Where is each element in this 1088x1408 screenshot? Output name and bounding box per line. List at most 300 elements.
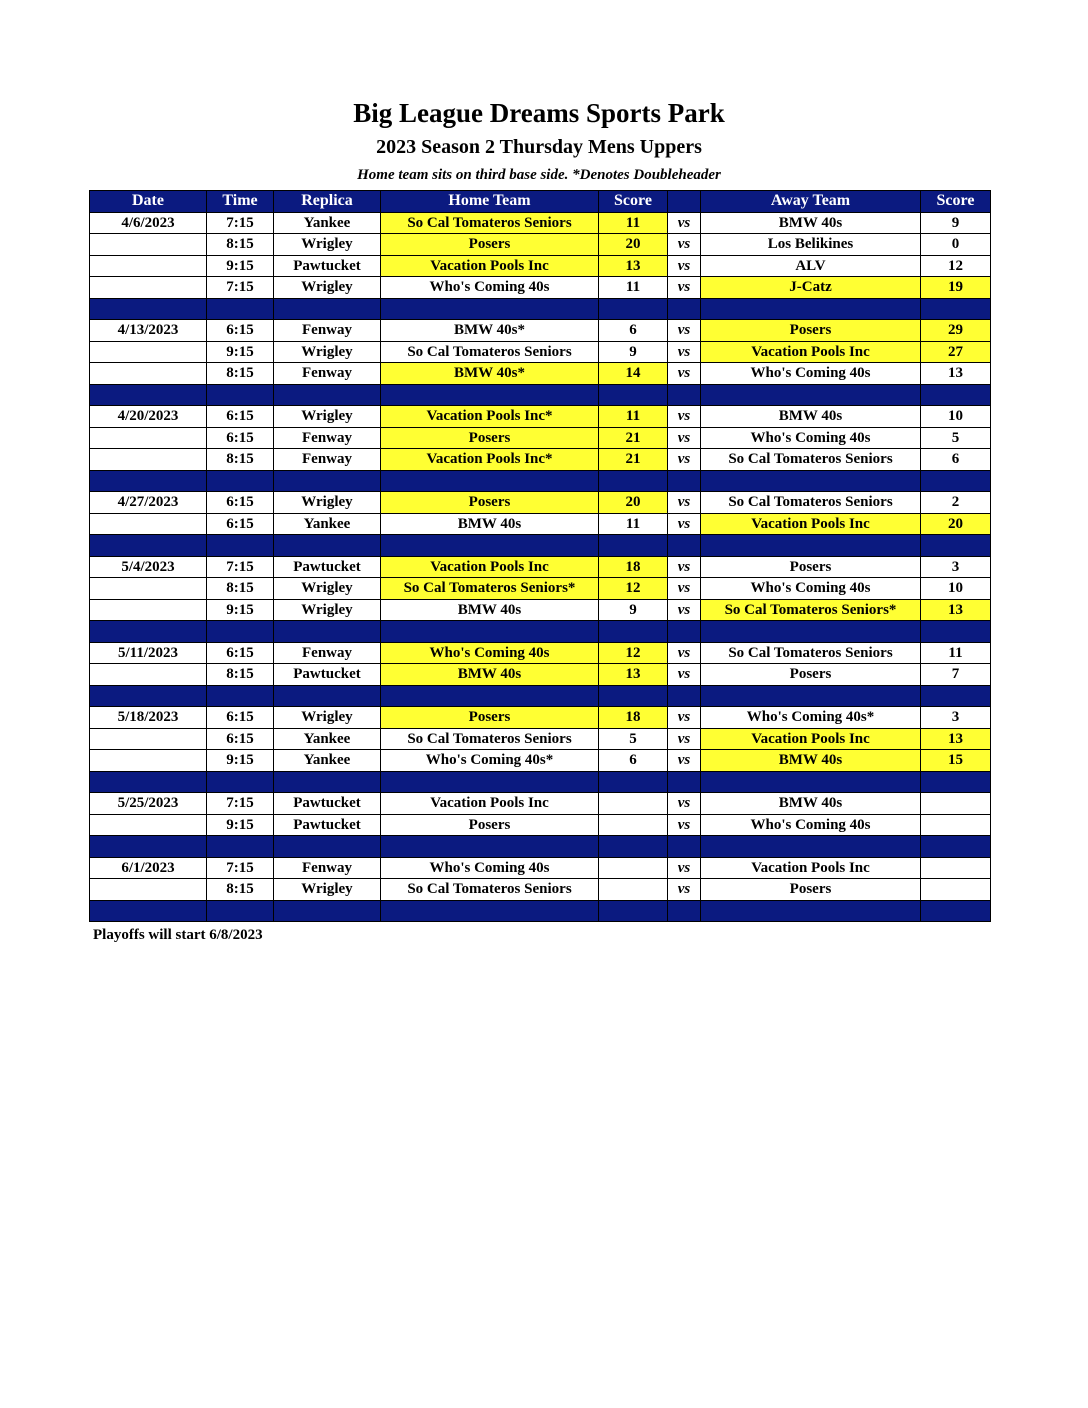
game-row [90, 513, 991, 535]
away-team: ALV [701, 255, 921, 277]
game-field: Pawtucket [274, 664, 381, 686]
away-team: Vacation Pools Inc [701, 728, 921, 750]
home-team: Who's Coming 40s [381, 642, 599, 664]
home-team: So Cal Tomateros Seniors [381, 212, 599, 234]
game-date: 5/11/2023 [90, 642, 207, 664]
game-field: Fenway [274, 857, 381, 879]
separator-cell [668, 900, 701, 922]
game-field: Wrigley [274, 707, 381, 729]
game-field: Yankee [274, 728, 381, 750]
away-team: So Cal Tomateros Seniors [701, 449, 921, 471]
game-date [90, 750, 207, 772]
game-row [90, 255, 991, 277]
home-team: So Cal Tomateros Seniors [381, 879, 599, 901]
game-date [90, 879, 207, 901]
separator-cell [207, 298, 274, 320]
separator-cell [668, 771, 701, 793]
game-date [90, 814, 207, 836]
separator-cell [274, 384, 381, 406]
separator-cell [90, 836, 207, 858]
away-score: 10 [921, 578, 991, 600]
game-time: 6:15 [207, 427, 274, 449]
separator-cell [921, 621, 991, 643]
home-team: Who's Coming 40s [381, 857, 599, 879]
separator-cell [207, 836, 274, 858]
separator-cell [90, 535, 207, 557]
separator-cell [599, 298, 668, 320]
separator-cell [668, 685, 701, 707]
separator-cell [207, 470, 274, 492]
vs-label: vs [668, 578, 701, 600]
home-score: 12 [599, 578, 668, 600]
away-team: Who's Coming 40s* [701, 707, 921, 729]
page-title: Big League Dreams Sports Park [353, 98, 725, 128]
game-date: 4/20/2023 [90, 406, 207, 428]
separator-cell [599, 900, 668, 922]
game-time: 6:15 [207, 707, 274, 729]
home-score: 9 [599, 599, 668, 621]
week-separator [90, 298, 991, 320]
separator-cell [921, 298, 991, 320]
game-row [90, 728, 991, 750]
header-home-score: Score [599, 191, 668, 213]
header-time: Time [207, 191, 274, 213]
game-date [90, 728, 207, 750]
home-score: 5 [599, 728, 668, 750]
game-row [90, 341, 991, 363]
home-team: Vacation Pools Inc [381, 556, 599, 578]
game-row [90, 320, 991, 342]
separator-cell [599, 836, 668, 858]
game-row [90, 492, 991, 514]
game-date [90, 341, 207, 363]
away-team: Vacation Pools Inc [701, 513, 921, 535]
game-field: Wrigley [274, 341, 381, 363]
away-score: 19 [921, 277, 991, 299]
away-team: Who's Coming 40s [701, 814, 921, 836]
game-field: Fenway [274, 449, 381, 471]
vs-label: vs [668, 255, 701, 277]
game-date [90, 664, 207, 686]
game-date: 6/1/2023 [90, 857, 207, 879]
game-time: 7:15 [207, 793, 274, 815]
separator-cell [90, 470, 207, 492]
home-team: So Cal Tomateros Seniors [381, 341, 599, 363]
vs-label: vs [668, 449, 701, 471]
week-separator [90, 771, 991, 793]
game-time: 9:15 [207, 750, 274, 772]
separator-cell [207, 621, 274, 643]
away-score: 7 [921, 664, 991, 686]
home-score: 11 [599, 277, 668, 299]
separator-cell [207, 771, 274, 793]
away-score: 13 [921, 728, 991, 750]
week-separator [90, 470, 991, 492]
separator-cell [668, 384, 701, 406]
away-score: 9 [921, 212, 991, 234]
separator-cell [701, 900, 921, 922]
separator-cell [668, 298, 701, 320]
schedule-note: Home team sits on third base side. *Denotes Doubleheader [357, 167, 721, 183]
away-score [921, 814, 991, 836]
vs-label: vs [668, 492, 701, 514]
home-score: 20 [599, 492, 668, 514]
game-row [90, 707, 991, 729]
game-field: Yankee [274, 750, 381, 772]
separator-cell [921, 771, 991, 793]
vs-label: vs [668, 879, 701, 901]
home-score [599, 814, 668, 836]
game-date [90, 578, 207, 600]
separator-cell [274, 298, 381, 320]
game-row [90, 814, 991, 836]
game-field: Fenway [274, 320, 381, 342]
away-score: 0 [921, 234, 991, 256]
page-subtitle: 2023 Season 2 Thursday Mens Uppers [376, 136, 702, 158]
separator-cell [381, 384, 599, 406]
game-date: 4/27/2023 [90, 492, 207, 514]
home-score: 11 [599, 406, 668, 428]
game-date: 5/4/2023 [90, 556, 207, 578]
separator-cell [274, 621, 381, 643]
away-score [921, 793, 991, 815]
game-date [90, 427, 207, 449]
separator-cell [701, 384, 921, 406]
separator-cell [701, 535, 921, 557]
away-score: 5 [921, 427, 991, 449]
away-score: 13 [921, 599, 991, 621]
away-team: Vacation Pools Inc [701, 857, 921, 879]
separator-cell [921, 384, 991, 406]
game-time: 8:15 [207, 879, 274, 901]
game-date [90, 234, 207, 256]
separator-cell [274, 685, 381, 707]
away-team: So Cal Tomateros Seniors* [701, 599, 921, 621]
vs-label: vs [668, 750, 701, 772]
separator-cell [701, 771, 921, 793]
separator-cell [90, 771, 207, 793]
header-vs [668, 191, 701, 213]
separator-cell [90, 685, 207, 707]
home-score: 6 [599, 750, 668, 772]
schedule-body [90, 212, 991, 922]
away-team: Vacation Pools Inc [701, 341, 921, 363]
game-date: 4/13/2023 [90, 320, 207, 342]
away-team: Posers [701, 664, 921, 686]
separator-cell [921, 836, 991, 858]
separator-cell [381, 900, 599, 922]
week-separator [90, 384, 991, 406]
game-time: 7:15 [207, 212, 274, 234]
separator-cell [207, 384, 274, 406]
vs-label: vs [668, 556, 701, 578]
separator-cell [207, 685, 274, 707]
separator-cell [274, 836, 381, 858]
vs-label: vs [668, 212, 701, 234]
away-score: 11 [921, 642, 991, 664]
game-field: Pawtucket [274, 556, 381, 578]
away-team: Posers [701, 320, 921, 342]
game-time: 7:15 [207, 277, 274, 299]
separator-cell [274, 470, 381, 492]
vs-label: vs [668, 857, 701, 879]
away-score: 27 [921, 341, 991, 363]
separator-cell [381, 535, 599, 557]
week-separator [90, 836, 991, 858]
home-score: 21 [599, 449, 668, 471]
game-time: 8:15 [207, 449, 274, 471]
separator-cell [668, 836, 701, 858]
separator-cell [668, 470, 701, 492]
game-date: 5/18/2023 [90, 707, 207, 729]
game-field: Wrigley [274, 492, 381, 514]
game-time: 9:15 [207, 341, 274, 363]
home-score [599, 793, 668, 815]
game-row [90, 642, 991, 664]
separator-cell [921, 685, 991, 707]
vs-label: vs [668, 320, 701, 342]
separator-cell [381, 685, 599, 707]
separator-cell [274, 535, 381, 557]
game-time: 6:15 [207, 513, 274, 535]
game-time: 9:15 [207, 255, 274, 277]
separator-cell [599, 535, 668, 557]
separator-cell [90, 621, 207, 643]
game-row [90, 212, 991, 234]
vs-label: vs [668, 599, 701, 621]
game-field: Fenway [274, 363, 381, 385]
game-date: 5/25/2023 [90, 793, 207, 815]
separator-cell [90, 900, 207, 922]
week-separator [90, 621, 991, 643]
separator-cell [381, 771, 599, 793]
away-score: 6 [921, 449, 991, 471]
away-score: 15 [921, 750, 991, 772]
home-team: Who's Coming 40s [381, 277, 599, 299]
game-row [90, 879, 991, 901]
header-away-score: Score [921, 191, 991, 213]
away-team: Posers [701, 879, 921, 901]
vs-label: vs [668, 814, 701, 836]
away-team: J-Catz [701, 277, 921, 299]
vs-label: vs [668, 234, 701, 256]
vs-label: vs [668, 427, 701, 449]
away-score: 12 [921, 255, 991, 277]
header-date: Date [90, 191, 207, 213]
separator-cell [599, 470, 668, 492]
game-time: 6:15 [207, 320, 274, 342]
home-team: Posers [381, 707, 599, 729]
separator-cell [921, 535, 991, 557]
away-score: 20 [921, 513, 991, 535]
vs-label: vs [668, 277, 701, 299]
separator-cell [921, 900, 991, 922]
game-date [90, 449, 207, 471]
away-team: Who's Coming 40s [701, 363, 921, 385]
separator-cell [668, 621, 701, 643]
home-score: 12 [599, 642, 668, 664]
vs-label: vs [668, 406, 701, 428]
home-team: Who's Coming 40s* [381, 750, 599, 772]
game-time: 8:15 [207, 578, 274, 600]
vs-label: vs [668, 728, 701, 750]
game-date [90, 277, 207, 299]
home-team: Posers [381, 234, 599, 256]
home-team: BMW 40s [381, 664, 599, 686]
home-team: Posers [381, 427, 599, 449]
game-date: 4/6/2023 [90, 212, 207, 234]
game-row [90, 234, 991, 256]
game-row [90, 363, 991, 385]
game-row [90, 556, 991, 578]
game-time: 6:15 [207, 642, 274, 664]
game-field: Wrigley [274, 234, 381, 256]
vs-label: vs [668, 642, 701, 664]
game-row [90, 750, 991, 772]
home-score: 11 [599, 513, 668, 535]
separator-cell [90, 384, 207, 406]
game-date [90, 599, 207, 621]
home-score: 18 [599, 707, 668, 729]
home-team: So Cal Tomateros Seniors [381, 728, 599, 750]
week-separator [90, 900, 991, 922]
separator-cell [599, 771, 668, 793]
home-score: 21 [599, 427, 668, 449]
away-team: Who's Coming 40s [701, 578, 921, 600]
game-field: Wrigley [274, 578, 381, 600]
separator-cell [381, 621, 599, 643]
game-date [90, 513, 207, 535]
game-row [90, 857, 991, 879]
away-team: BMW 40s [701, 793, 921, 815]
separator-cell [90, 298, 207, 320]
vs-label: vs [668, 363, 701, 385]
home-team: Vacation Pools Inc* [381, 406, 599, 428]
game-row [90, 277, 991, 299]
home-score: 13 [599, 664, 668, 686]
separator-cell [274, 771, 381, 793]
game-field: Wrigley [274, 879, 381, 901]
header-row [90, 191, 991, 213]
playoffs-note: Playoffs will start 6/8/2023 [93, 927, 263, 943]
away-team: So Cal Tomateros Seniors [701, 642, 921, 664]
separator-cell [381, 298, 599, 320]
vs-label: vs [668, 664, 701, 686]
home-score: 9 [599, 341, 668, 363]
game-field: Yankee [274, 212, 381, 234]
away-team: So Cal Tomateros Seniors [701, 492, 921, 514]
game-row [90, 793, 991, 815]
away-team: Who's Coming 40s [701, 427, 921, 449]
home-score: 18 [599, 556, 668, 578]
home-score: 20 [599, 234, 668, 256]
separator-cell [599, 685, 668, 707]
home-score: 6 [599, 320, 668, 342]
home-team: Vacation Pools Inc [381, 255, 599, 277]
separator-cell [207, 535, 274, 557]
home-team: Vacation Pools Inc* [381, 449, 599, 471]
home-score [599, 857, 668, 879]
game-time: 6:15 [207, 406, 274, 428]
header-away-team: Away Team [701, 191, 921, 213]
week-separator [90, 535, 991, 557]
away-score [921, 879, 991, 901]
game-row [90, 449, 991, 471]
game-time: 8:15 [207, 664, 274, 686]
away-team: Los Belikines [701, 234, 921, 256]
vs-label: vs [668, 793, 701, 815]
away-score [921, 857, 991, 879]
game-time: 9:15 [207, 814, 274, 836]
game-row [90, 664, 991, 686]
away-team: BMW 40s [701, 750, 921, 772]
home-score: 14 [599, 363, 668, 385]
away-score: 3 [921, 707, 991, 729]
separator-cell [381, 836, 599, 858]
separator-cell [701, 470, 921, 492]
separator-cell [668, 535, 701, 557]
separator-cell [381, 470, 599, 492]
home-team: Posers [381, 492, 599, 514]
separator-cell [701, 685, 921, 707]
vs-label: vs [668, 341, 701, 363]
game-field: Pawtucket [274, 255, 381, 277]
vs-label: vs [668, 707, 701, 729]
away-team: BMW 40s [701, 212, 921, 234]
home-team: BMW 40s [381, 513, 599, 535]
game-field: Wrigley [274, 599, 381, 621]
game-time: 8:15 [207, 363, 274, 385]
week-separator [90, 685, 991, 707]
game-date [90, 255, 207, 277]
home-team: So Cal Tomateros Seniors* [381, 578, 599, 600]
game-field: Pawtucket [274, 793, 381, 815]
home-team: BMW 40s* [381, 363, 599, 385]
separator-cell [274, 900, 381, 922]
header-home-team: Home Team [381, 191, 599, 213]
game-row [90, 599, 991, 621]
game-row [90, 578, 991, 600]
separator-cell [701, 836, 921, 858]
game-time: 6:15 [207, 728, 274, 750]
game-date [90, 363, 207, 385]
home-team: BMW 40s [381, 599, 599, 621]
away-team: Posers [701, 556, 921, 578]
home-team: Posers [381, 814, 599, 836]
away-team: BMW 40s [701, 406, 921, 428]
separator-cell [599, 384, 668, 406]
game-time: 8:15 [207, 234, 274, 256]
home-score: 13 [599, 255, 668, 277]
away-score: 13 [921, 363, 991, 385]
game-field: Yankee [274, 513, 381, 535]
separator-cell [701, 621, 921, 643]
game-time: 7:15 [207, 556, 274, 578]
away-score: 2 [921, 492, 991, 514]
home-team: BMW 40s* [381, 320, 599, 342]
game-time: 7:15 [207, 857, 274, 879]
home-score [599, 879, 668, 901]
separator-cell [921, 470, 991, 492]
game-row [90, 406, 991, 428]
vs-label: vs [668, 513, 701, 535]
game-time: 6:15 [207, 492, 274, 514]
away-score: 3 [921, 556, 991, 578]
schedule-table [89, 190, 991, 922]
separator-cell [599, 621, 668, 643]
game-field: Wrigley [274, 406, 381, 428]
game-field: Pawtucket [274, 814, 381, 836]
